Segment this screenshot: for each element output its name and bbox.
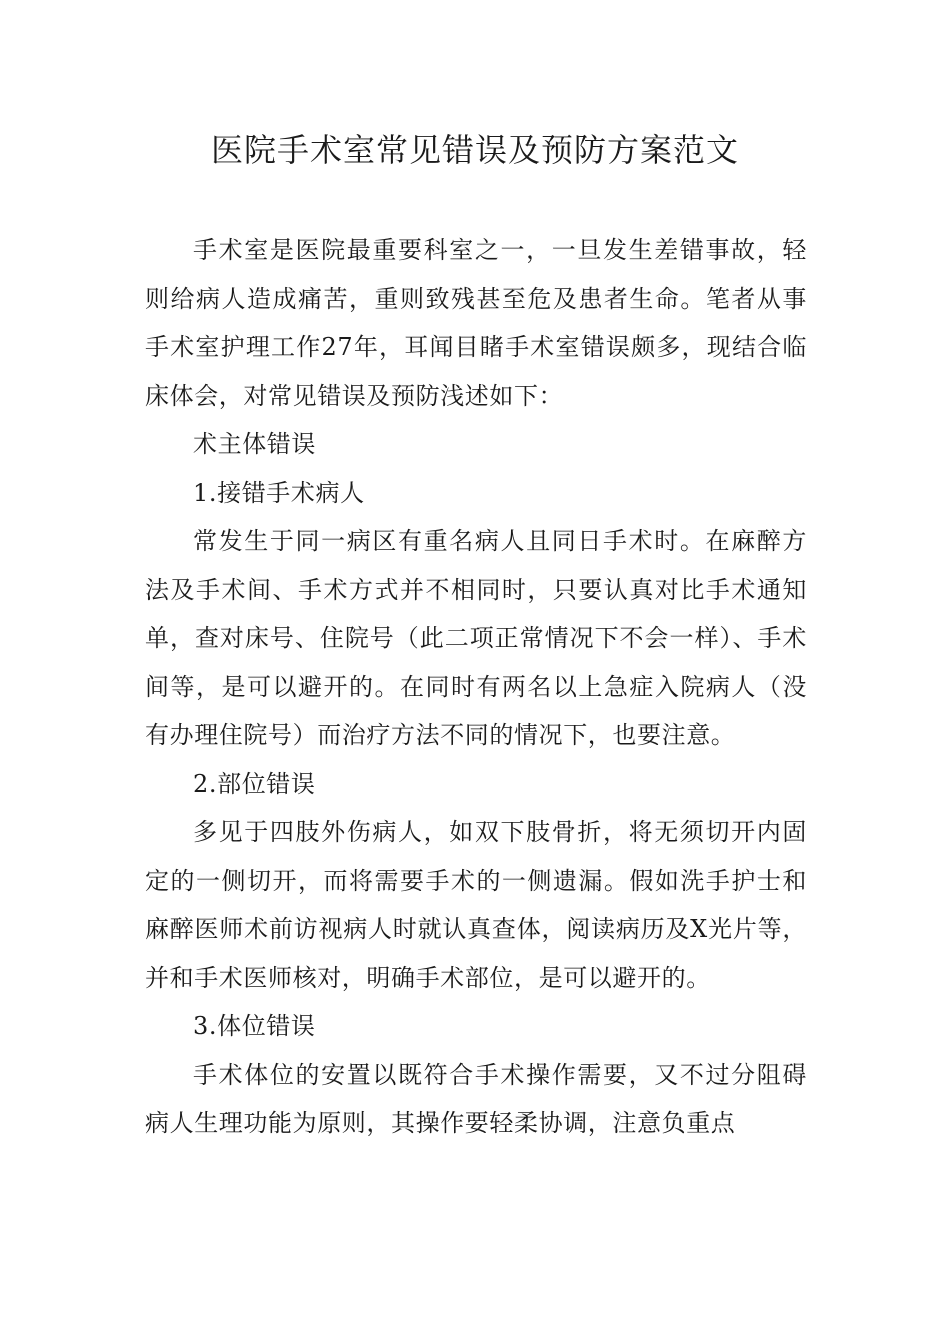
section-heading-surgery-subject-errors: 术主体错误 [193, 430, 316, 458]
paragraph-wrong-site: 多见于四肢外伤病人，如双下肢骨折，将无须切开内固定的一侧切开，而将需要手术的一侧遗漏。假如洗手护士和麻醉医师术前访视病人时就认真查体，阅读病历及X光片等，并和手术医师核对，明确手术部位，是可以避开的。 [145, 818, 807, 992]
document-title: 医院手术室常见错误及预防方案范文 [210, 131, 739, 169]
subheading-wrong-patient: 1.接错手术病人 [193, 478, 365, 507]
subheading-wrong-position: 3.体位错误 [193, 1012, 316, 1040]
paragraph-intro: 手术室是医院最重要科室之一，一旦发生差错事故，轻则给病人造成痛苦，重则致残甚至危及患者生命。笔者从事手术室护理工作27年，耳闻目睹手术室错误颇多，现结合临床体会，对常见错误及预防浅述如下： [145, 236, 807, 410]
subheading-wrong-site: 2.部位错误 [193, 769, 316, 798]
paragraph-wrong-patient: 常发生于同一病区有重名病人且同日手术时。在麻醉方法及手术间、手术方式并不相同时，只要认真对比手术通知单，查对床号、住院号（此二项正常情况下不会一样）、手术间等，是可以避开的。在同时有两名以上急症入院病人（没有办理住院号）而治疗方法不同的情况下，也要注意。 [145, 527, 807, 749]
paragraph-wrong-position: 手术体位的安置以既符合手术操作需要，又不过分阻碍病人生理功能为原则，其操作要轻柔协调，注意负重点 [145, 1060, 807, 1137]
document-body [145, 226, 807, 1148]
